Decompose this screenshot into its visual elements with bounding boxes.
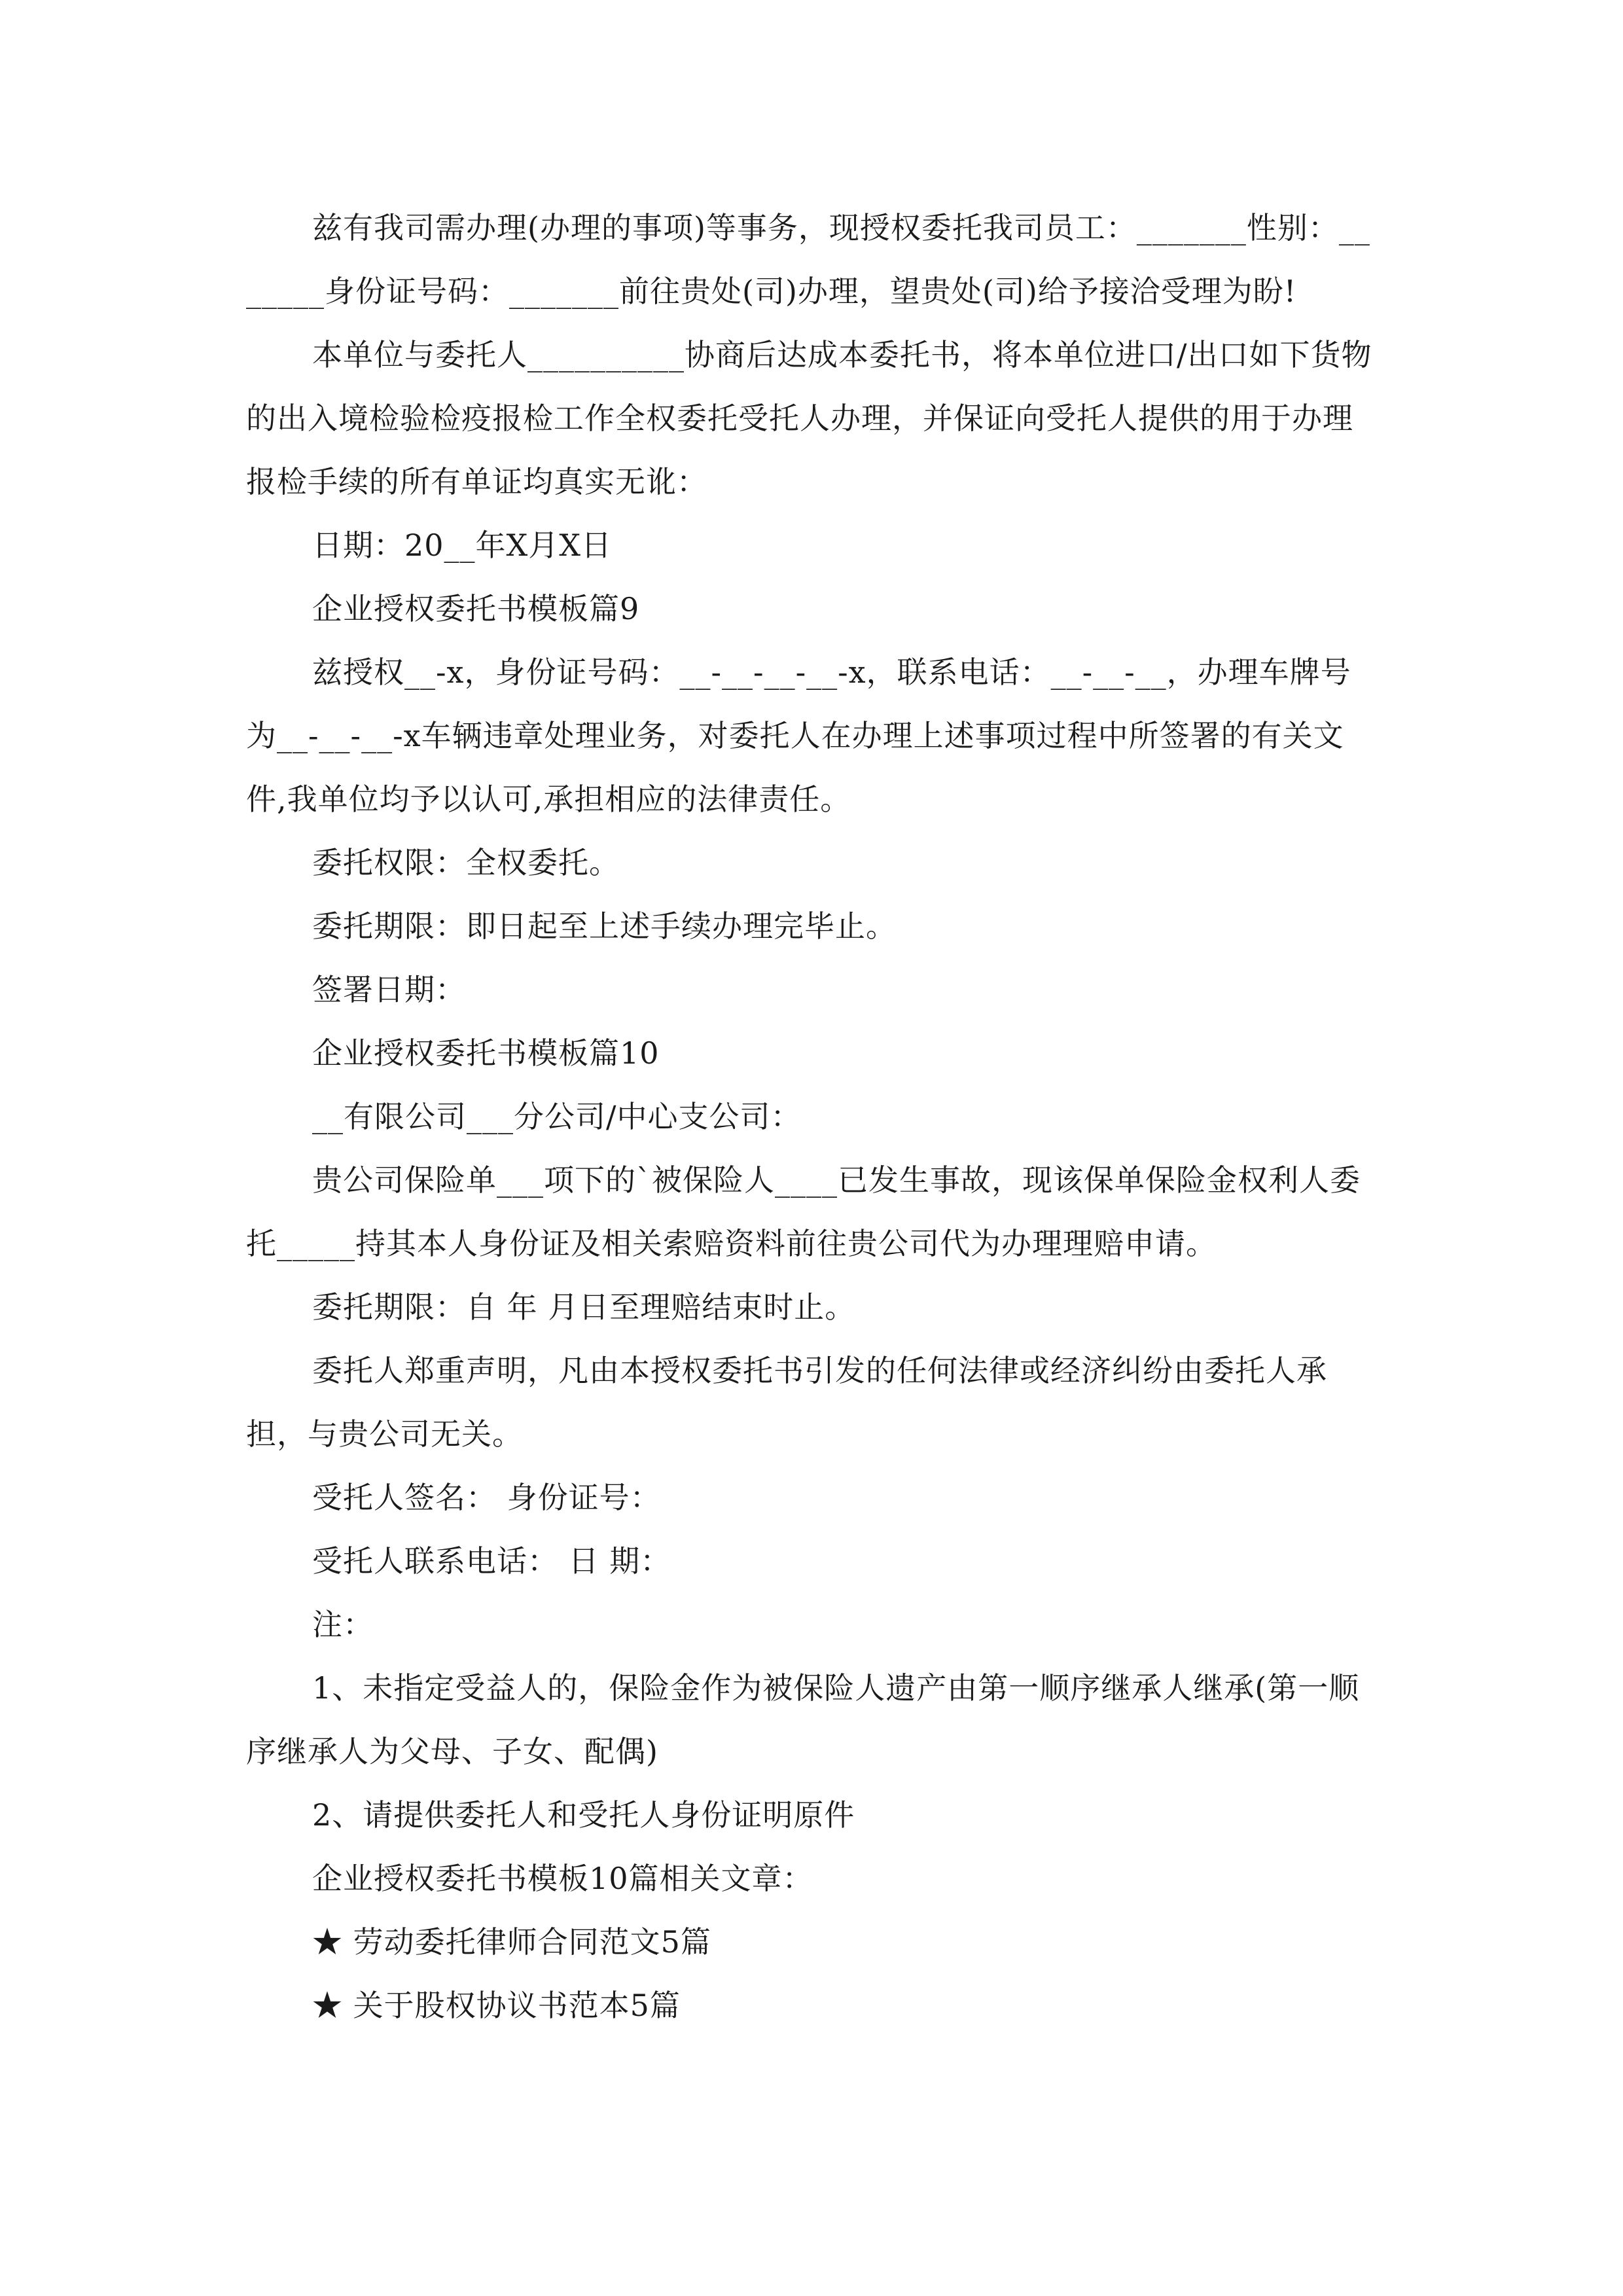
section-heading-template-9: 企业授权委托书模板篇9 — [312, 591, 640, 626]
paragraph-insurance-claim: 贵公司保险单___项下的`被保险人____已发生事故，现该保单保险金权利人委托_____持其本人身份证及相关索赔资料前往贵公司代为办理理赔申请。 — [246, 1162, 1361, 1261]
paragraph-inspection-entrustment: 本单位与委托人__________协商后达成本委托书，将本单位进口/出口如下货物的出入境检验检疫报检工作全权委托受托人办理，并保证向受托人提供的用于办理报检手续的所有单证均真实无讹： — [246, 337, 1372, 499]
related-article-link-1[interactable]: ★ 劳动委托律师合同范文5篇 — [312, 1924, 711, 1960]
paragraph-declaration: 委托人郑重声明，凡由本授权委托书引发的任何法律或经济纠纷由委托人承担，与贵公司无关。 — [246, 1353, 1327, 1452]
paragraph-note-label: 注： — [312, 1607, 374, 1642]
paragraph-date: 日期：20__年X月X日 — [312, 528, 613, 563]
paragraph-note-2: 2、请提供委托人和受托人身份证明原件 — [312, 1797, 855, 1833]
paragraph-claim-period: 委托期限：自 年 月日至理赔结束时止。 — [312, 1289, 856, 1325]
paragraph-entrust-scope: 委托权限：全权委托。 — [312, 845, 620, 880]
paragraph-trustee-signature: 受托人签名： 身份证号： — [312, 1480, 661, 1515]
paragraph-addressee: __有限公司___分公司/中心支公司： — [312, 1099, 802, 1134]
paragraph-authorization-employee: 兹有我司需办理(办理的事项)等事务，现授权委托我司员工：_______性别：_______身份证号码：_______前往贵处(司)办理，望贵处(司)给予接洽受理为盼! — [246, 210, 1370, 309]
paragraph-vehicle-authorization: 兹授权__-x，身份证号码：__-__-__-__-x，联系电话：__-__-__，办理车牌号为__-__-__-x车辆违章处理业务，对委托人在办理上述事项过程中所签署的有关文件,我单位均予以认可,承担相应的法律责任。 — [246, 655, 1351, 817]
related-article-link-2[interactable]: ★ 关于股权协议书范本5篇 — [312, 1988, 681, 2023]
paragraph-trustee-phone: 受托人联系电话： 日 期： — [312, 1543, 671, 1579]
document-page — [246, 196, 1378, 2037]
paragraph-entrust-period: 委托期限：即日起至上述手续办理完毕止。 — [312, 908, 897, 944]
related-articles-heading: 企业授权委托书模板10篇相关文章： — [312, 1861, 813, 1896]
paragraph-sign-date: 签署日期： — [312, 972, 466, 1007]
section-heading-template-10: 企业授权委托书模板篇10 — [312, 1035, 660, 1071]
paragraph-note-1: 1、未指定受益人的，保险金作为被保险人遗产由第一顺序继承人继承(第一顺序继承人为父母、子女、配偶) — [246, 1670, 1360, 1769]
